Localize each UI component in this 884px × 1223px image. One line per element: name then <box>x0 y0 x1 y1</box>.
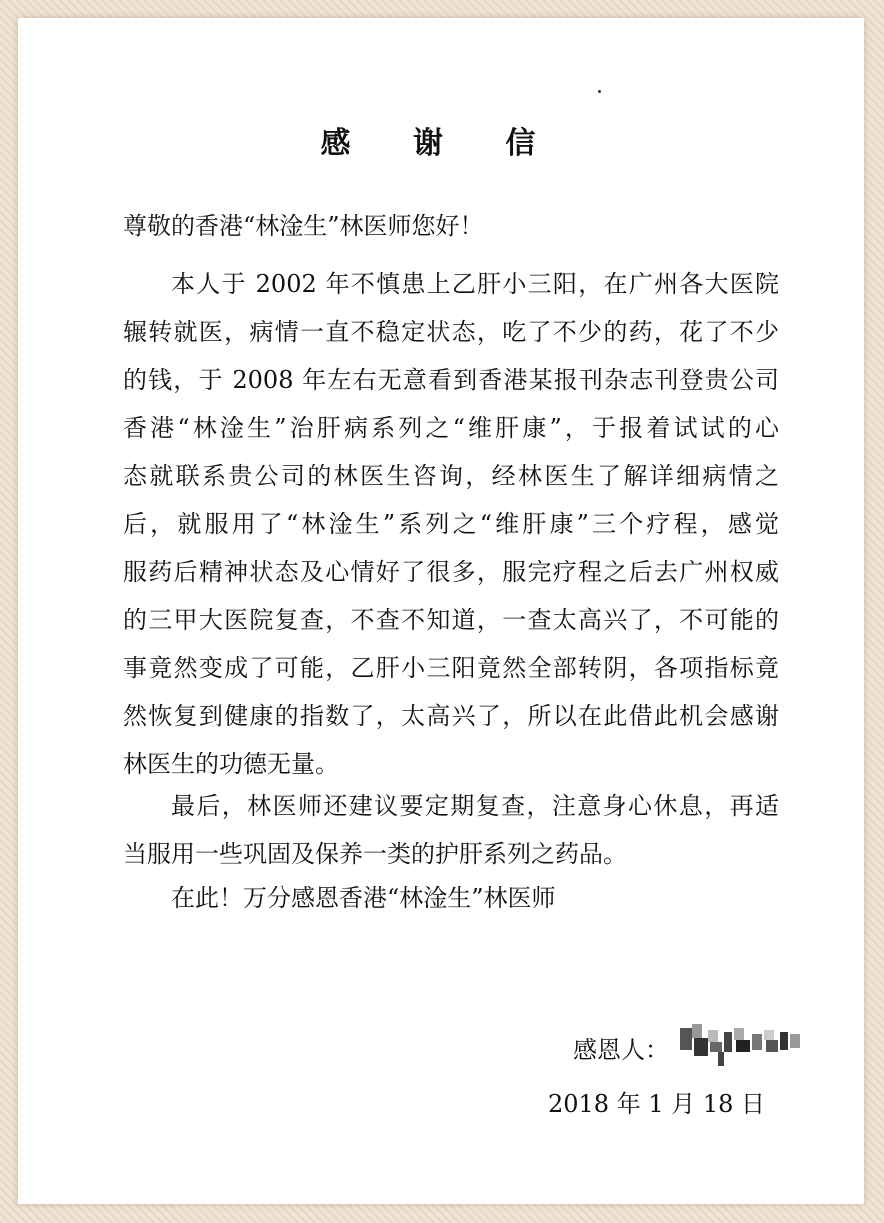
letter-closing: 在此！万分感恩香港“林淦生”林医师 <box>171 884 556 912</box>
paragraph-line: 本人于 2002 年不慎患上乙肝小三阳，在广州各大医院 <box>171 270 779 298</box>
signature-label: 感恩人： <box>573 1036 669 1064</box>
paragraph-line: 服药后精神状态及心情好了很多，服完疗程之后去广州权威 <box>123 558 779 586</box>
paragraph-line: 事竟然变成了可能，乙肝小三阳竟然全部转阴，各项指标竟 <box>123 654 779 682</box>
ink-speck <box>598 90 601 93</box>
letter-title: 感 谢 信 <box>320 126 562 161</box>
paragraph-line: 香港“林淦生”治肝病系列之“维肝康”，于报着试试的心 <box>123 414 779 442</box>
paragraph-line: 然恢复到健康的指数了，太高兴了，所以在此借此机会感谢 <box>123 702 779 730</box>
paragraph-line: 的钱，于 2008 年左右无意看到香港某报刊杂志刊登贵公司 <box>123 366 779 394</box>
paragraph-line: 辗转就医，病情一直不稳定状态，吃了不少的药，花了不少 <box>123 318 779 346</box>
letter-paragraph-1 <box>123 260 779 788</box>
letter-paper <box>18 18 864 1204</box>
letter-greeting: 尊敬的香港“林淦生”林医师您好！ <box>123 212 484 240</box>
pixelated-signature <box>678 1018 808 1068</box>
paragraph-line: 的三甲大医院复查，不查不知道，一查太高兴了，不可能的 <box>123 606 779 634</box>
paragraph-line: 林医生的功德无量。 <box>123 750 339 778</box>
letter-paragraph-2 <box>123 782 779 878</box>
paragraph-line: 态就联系贵公司的林医生咨询，经林医生了解详细病情之 <box>123 462 779 490</box>
paragraph-line: 后，就服用了“林淦生”系列之“维肝康”三个疗程，感觉 <box>123 510 779 538</box>
letter-date: 2018 年 1 月 18 日 <box>548 1090 766 1118</box>
paragraph-line: 最后，林医师还建议要定期复查，注意身心休息，再适 <box>171 792 779 820</box>
paragraph-line: 当服用一些巩固及保养一类的护肝系列之药品。 <box>123 840 627 868</box>
